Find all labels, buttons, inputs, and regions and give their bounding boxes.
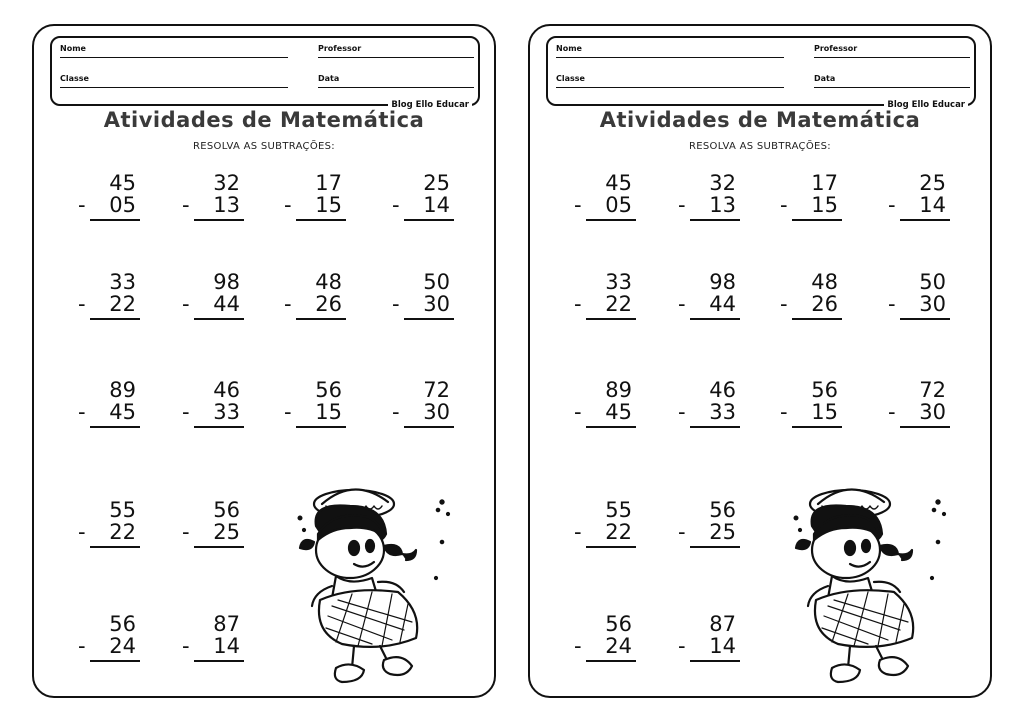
dancing-girl-icon	[788, 482, 958, 696]
minus-sign: -	[284, 400, 292, 424]
answer-line[interactable]	[792, 318, 842, 320]
minus-sign: -	[392, 292, 400, 316]
subtraction-problem	[78, 171, 150, 227]
class-line	[60, 87, 288, 88]
class-line	[556, 87, 784, 88]
dancing-girl-icon	[292, 482, 462, 696]
minuend: 32	[709, 171, 736, 195]
minuend: 33	[605, 270, 632, 294]
subtrahend: 33	[213, 400, 240, 424]
worksheet-right	[528, 24, 992, 698]
subtrahend: 30	[919, 400, 946, 424]
subtrahend: 15	[811, 400, 838, 424]
answer-line[interactable]	[90, 219, 140, 221]
subtrahend: 14	[919, 193, 946, 217]
page-title: Atividades de Matemática	[599, 108, 921, 132]
subtrahend: 24	[109, 634, 136, 658]
subtrahend: 30	[423, 400, 450, 424]
subtraction-problem	[392, 270, 464, 326]
answer-line[interactable]	[296, 219, 346, 221]
date-line	[814, 87, 970, 88]
minuend: 46	[213, 378, 240, 402]
date-label: Data	[814, 74, 836, 83]
subtraction-problem	[888, 270, 960, 326]
subtrahend: 45	[109, 400, 136, 424]
minuend: 72	[423, 378, 450, 402]
answer-line[interactable]	[690, 546, 740, 548]
subtraction-problem	[780, 270, 852, 326]
subtraction-problem	[392, 378, 464, 434]
name-line	[60, 57, 288, 58]
minus-sign: -	[392, 193, 400, 217]
minuend: 33	[109, 270, 136, 294]
subtrahend: 22	[109, 520, 136, 544]
subtraction-problem	[574, 498, 646, 554]
minus-sign: -	[678, 634, 686, 658]
answer-line[interactable]	[900, 426, 950, 428]
minus-sign: -	[392, 400, 400, 424]
minus-sign: -	[780, 193, 788, 217]
answer-line[interactable]	[586, 660, 636, 662]
minus-sign: -	[574, 520, 582, 544]
instructions: RESOLVA AS SUBTRAÇÕES:	[193, 141, 335, 152]
minus-sign: -	[182, 193, 190, 217]
minuend: 50	[423, 270, 450, 294]
answer-line[interactable]	[404, 318, 454, 320]
student-info-box	[50, 36, 480, 110]
subtrahend: 05	[109, 193, 136, 217]
subtraction-problem	[888, 171, 960, 227]
subtraction-problem	[574, 378, 646, 434]
answer-line[interactable]	[900, 318, 950, 320]
answer-line[interactable]	[404, 426, 454, 428]
subtraction-problem	[678, 498, 750, 554]
subtrahend: 15	[315, 193, 342, 217]
subtrahend: 13	[709, 193, 736, 217]
minus-sign: -	[78, 634, 86, 658]
subtraction-problem	[284, 378, 356, 434]
minuend: 89	[605, 378, 632, 402]
minuend: 98	[709, 270, 736, 294]
answer-line[interactable]	[90, 318, 140, 320]
subtraction-problem	[678, 171, 750, 227]
answer-line[interactable]	[90, 546, 140, 548]
minuend: 89	[109, 378, 136, 402]
professor-line	[814, 57, 970, 58]
subtrahend: 22	[605, 520, 632, 544]
minus-sign: -	[574, 634, 582, 658]
minuend: 56	[315, 378, 342, 402]
subtraction-problem	[392, 171, 464, 227]
answer-line[interactable]	[404, 219, 454, 221]
minus-sign: -	[678, 292, 686, 316]
subtraction-problem	[678, 612, 750, 668]
answer-line[interactable]	[792, 426, 842, 428]
date-label: Data	[318, 74, 340, 83]
subtraction-problem	[78, 378, 150, 434]
subtraction-problem	[574, 270, 646, 326]
answer-line[interactable]	[90, 660, 140, 662]
minuend: 50	[919, 270, 946, 294]
answer-line[interactable]	[194, 219, 244, 221]
minuend: 48	[811, 270, 838, 294]
subtraction-problem	[78, 270, 150, 326]
professor-label: Professor	[318, 44, 362, 53]
subtraction-problem	[780, 171, 852, 227]
answer-line[interactable]	[690, 426, 740, 428]
minus-sign: -	[678, 400, 686, 424]
answer-line[interactable]	[900, 219, 950, 221]
minuend: 56	[811, 378, 838, 402]
subtraction-problem	[284, 270, 356, 326]
answer-line[interactable]	[194, 318, 244, 320]
professor-line	[318, 57, 474, 58]
minuend: 87	[213, 612, 240, 636]
subtrahend: 14	[213, 634, 240, 658]
minus-sign: -	[78, 520, 86, 544]
minus-sign: -	[78, 292, 86, 316]
answer-line[interactable]	[194, 660, 244, 662]
answer-line[interactable]	[690, 318, 740, 320]
subtraction-problem	[678, 378, 750, 434]
minuend: 56	[213, 498, 240, 522]
subtraction-problem	[182, 498, 254, 554]
subtrahend: 33	[709, 400, 736, 424]
minus-sign: -	[574, 193, 582, 217]
subtraction-problem	[678, 270, 750, 326]
subtraction-problem	[574, 171, 646, 227]
minuend: 45	[605, 171, 632, 195]
minuend: 46	[709, 378, 736, 402]
subtrahend: 13	[213, 193, 240, 217]
subtrahend: 30	[919, 292, 946, 316]
minus-sign: -	[182, 400, 190, 424]
minuend: 25	[919, 171, 946, 195]
minuend: 56	[605, 612, 632, 636]
subtrahend: 26	[811, 292, 838, 316]
subtraction-problem	[182, 171, 254, 227]
subtrahend: 22	[109, 292, 136, 316]
answer-line[interactable]	[586, 219, 636, 221]
answer-line[interactable]	[296, 318, 346, 320]
minus-sign: -	[182, 634, 190, 658]
subtrahend: 45	[605, 400, 632, 424]
minus-sign: -	[182, 520, 190, 544]
subtraction-problem	[182, 378, 254, 434]
class-label: Classe	[60, 74, 89, 83]
answer-line[interactable]	[690, 219, 740, 221]
subtrahend: 26	[315, 292, 342, 316]
answer-line[interactable]	[792, 219, 842, 221]
instructions: RESOLVA AS SUBTRAÇÕES:	[689, 141, 831, 152]
subtraction-problem	[780, 378, 852, 434]
minus-sign: -	[678, 193, 686, 217]
blog-credit: Blog Ello Educar	[884, 99, 968, 111]
minus-sign: -	[780, 292, 788, 316]
subtrahend: 14	[709, 634, 736, 658]
blog-credit: Blog Ello Educar	[388, 99, 472, 111]
minuend: 17	[315, 171, 342, 195]
class-label: Classe	[556, 74, 585, 83]
subtraction-problem	[78, 498, 150, 554]
name-label: Nome	[60, 44, 86, 53]
minus-sign: -	[888, 292, 896, 316]
minus-sign: -	[888, 400, 896, 424]
subtraction-problem	[182, 270, 254, 326]
minus-sign: -	[888, 193, 896, 217]
minuend: 25	[423, 171, 450, 195]
minuend: 17	[811, 171, 838, 195]
minuend: 72	[919, 378, 946, 402]
minus-sign: -	[284, 292, 292, 316]
answer-line[interactable]	[296, 426, 346, 428]
subtrahend: 05	[605, 193, 632, 217]
subtrahend: 24	[605, 634, 632, 658]
minus-sign: -	[574, 292, 582, 316]
date-line	[318, 87, 474, 88]
minuend: 55	[605, 498, 632, 522]
minus-sign: -	[284, 193, 292, 217]
minus-sign: -	[182, 292, 190, 316]
subtrahend: 15	[315, 400, 342, 424]
minuend: 48	[315, 270, 342, 294]
subtrahend: 25	[213, 520, 240, 544]
student-info-box	[546, 36, 976, 110]
answer-line[interactable]	[690, 660, 740, 662]
name-label: Nome	[556, 44, 582, 53]
subtrahend: 44	[213, 292, 240, 316]
subtrahend: 22	[605, 292, 632, 316]
worksheet-left	[32, 24, 496, 698]
minuend: 32	[213, 171, 240, 195]
professor-label: Professor	[814, 44, 858, 53]
answer-line[interactable]	[586, 318, 636, 320]
minus-sign: -	[78, 400, 86, 424]
subtrahend: 25	[709, 520, 736, 544]
name-line	[556, 57, 784, 58]
answer-line[interactable]	[586, 546, 636, 548]
subtraction-problem	[574, 612, 646, 668]
answer-line[interactable]	[90, 426, 140, 428]
minuend: 56	[109, 612, 136, 636]
answer-line[interactable]	[586, 426, 636, 428]
subtrahend: 30	[423, 292, 450, 316]
subtrahend: 14	[423, 193, 450, 217]
minuend: 56	[709, 498, 736, 522]
subtraction-problem	[888, 378, 960, 434]
answer-line[interactable]	[194, 426, 244, 428]
minuend: 45	[109, 171, 136, 195]
minus-sign: -	[780, 400, 788, 424]
subtrahend: 44	[709, 292, 736, 316]
minuend: 87	[709, 612, 736, 636]
answer-line[interactable]	[194, 546, 244, 548]
page-title: Atividades de Matemática	[103, 108, 425, 132]
subtrahend: 15	[811, 193, 838, 217]
minus-sign: -	[78, 193, 86, 217]
minus-sign: -	[574, 400, 582, 424]
minus-sign: -	[678, 520, 686, 544]
minuend: 55	[109, 498, 136, 522]
minuend: 98	[213, 270, 240, 294]
subtraction-problem	[182, 612, 254, 668]
subtraction-problem	[78, 612, 150, 668]
subtraction-problem	[284, 171, 356, 227]
